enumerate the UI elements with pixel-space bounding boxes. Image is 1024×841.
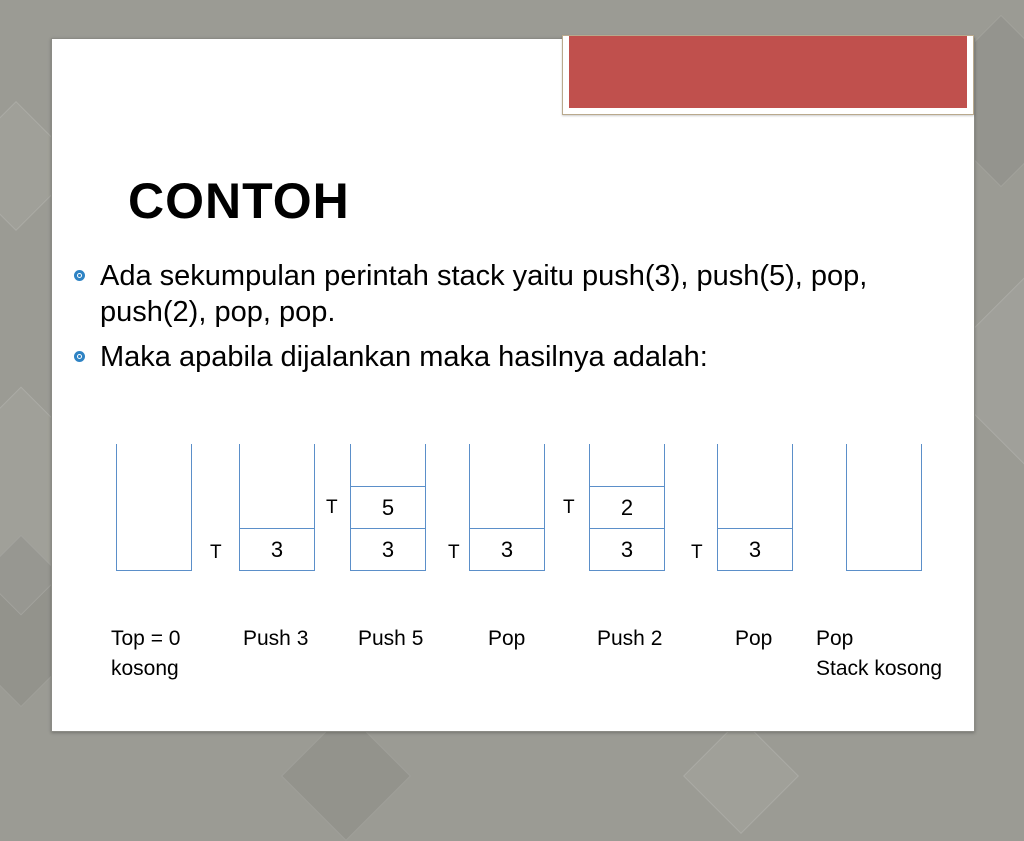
stack-cell: 2 bbox=[590, 486, 664, 528]
bullet-item bbox=[70, 258, 950, 330]
caption-line: Push 3 bbox=[243, 627, 309, 650]
caption-line: Pop bbox=[735, 627, 773, 650]
top-pointer-label: T bbox=[563, 497, 575, 518]
slide-title: CONTOH bbox=[128, 173, 350, 229]
caption-line: Pop bbox=[488, 627, 526, 650]
title-accent-bar bbox=[562, 35, 974, 115]
bullet-item bbox=[70, 339, 950, 375]
stack-cell: 5 bbox=[351, 486, 425, 528]
slide-panel bbox=[51, 38, 975, 732]
stack-cell: 3 bbox=[351, 528, 425, 570]
top-pointer-label: T bbox=[326, 497, 338, 518]
stack-cell: 3 bbox=[470, 528, 544, 570]
caption-line: Push 5 bbox=[358, 627, 424, 650]
caption-line: Push 2 bbox=[597, 627, 663, 650]
background-decoration bbox=[683, 718, 799, 834]
bullet-text: Ada sekumpulan perintah stack yaitu push(3), push(5), pop, push(2), pop, pop. bbox=[100, 260, 868, 328]
caption-line: Stack kosong bbox=[816, 657, 943, 680]
caption-line: kosong bbox=[111, 657, 179, 680]
bullet-text: Maka apabila dijalankan maka hasilnya adalah: bbox=[100, 341, 708, 373]
caption-line: Pop bbox=[816, 627, 854, 650]
top-pointer-label: T bbox=[210, 542, 222, 563]
stack-cell: 3 bbox=[590, 528, 664, 570]
stack-cell: 3 bbox=[240, 528, 314, 570]
accent-fill bbox=[569, 36, 967, 108]
top-pointer-label: T bbox=[448, 542, 460, 563]
stack-cell: 3 bbox=[718, 528, 792, 570]
caption-line: Top = 0 bbox=[111, 627, 181, 650]
bullet-list bbox=[70, 258, 950, 384]
bullet-ring-icon bbox=[74, 351, 85, 362]
bullet-ring-icon bbox=[74, 270, 85, 281]
top-pointer-label: T bbox=[691, 542, 703, 563]
